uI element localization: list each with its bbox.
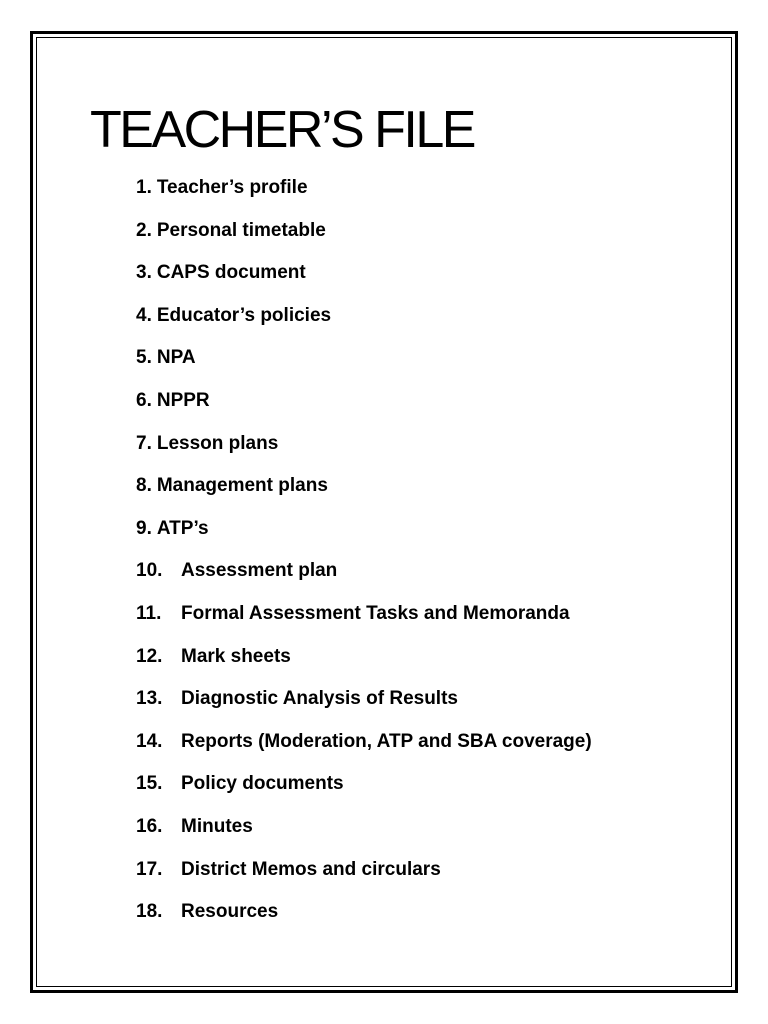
item-number: 5. <box>136 347 152 369</box>
item-text: Personal timetable <box>156 219 326 241</box>
item-number: 4. <box>136 304 152 326</box>
list-item <box>136 216 592 259</box>
item-number: 8. <box>136 475 152 497</box>
item-number: 15. <box>136 773 163 795</box>
item-number: 17. <box>136 858 163 880</box>
list-item <box>136 599 592 642</box>
list-item <box>136 173 592 216</box>
item-text: ATP’s <box>156 517 209 539</box>
item-text: District Memos and circulars <box>181 858 441 880</box>
list-item <box>136 343 592 386</box>
list-item <box>136 855 592 898</box>
contents-list <box>136 173 592 940</box>
page-title: TEACHER’S FILE <box>90 101 474 159</box>
item-text: Policy documents <box>181 773 344 795</box>
item-text: Diagnostic Analysis of Results <box>181 688 458 710</box>
item-text: Formal Assessment Tasks and Memoranda <box>181 602 570 624</box>
list-item <box>136 514 592 557</box>
item-number: 10. <box>136 560 163 582</box>
item-text: Assessment plan <box>181 560 338 582</box>
item-text: Management plans <box>156 475 328 497</box>
list-item <box>136 386 592 429</box>
list-item <box>136 642 592 685</box>
item-number: 7. <box>136 432 152 454</box>
item-number: 18. <box>136 901 163 923</box>
list-item <box>136 429 592 472</box>
list-item <box>136 258 592 301</box>
item-number: 2. <box>136 219 152 241</box>
item-number: 11. <box>136 602 162 624</box>
list-item <box>136 727 592 770</box>
item-text: CAPS document <box>156 262 306 284</box>
item-text: Educator’s policies <box>156 304 332 326</box>
list-item <box>136 301 592 344</box>
item-number: 1. <box>136 177 152 198</box>
list-item <box>136 812 592 855</box>
item-number: 16. <box>136 815 163 837</box>
item-number: 3. <box>136 262 152 284</box>
list-item <box>136 769 592 812</box>
list-item <box>136 471 592 514</box>
item-text: NPA <box>156 347 196 369</box>
item-number: 14. <box>136 730 163 752</box>
list-item <box>136 556 592 599</box>
item-number: 13. <box>136 688 163 710</box>
item-text: Teacher’s profile <box>156 177 308 198</box>
item-text: Mark sheets <box>181 645 291 667</box>
item-text: Lesson plans <box>156 432 279 454</box>
item-text: Minutes <box>181 815 253 837</box>
item-number: 6. <box>136 389 152 411</box>
list-item <box>136 684 592 727</box>
item-text: NPPR <box>156 389 210 411</box>
item-number: 12. <box>136 645 163 667</box>
item-text: Reports (Moderation, ATP and SBA coverage) <box>181 730 592 752</box>
item-text: Resources <box>181 901 279 923</box>
item-number: 9. <box>136 517 152 539</box>
list-item <box>136 897 592 940</box>
